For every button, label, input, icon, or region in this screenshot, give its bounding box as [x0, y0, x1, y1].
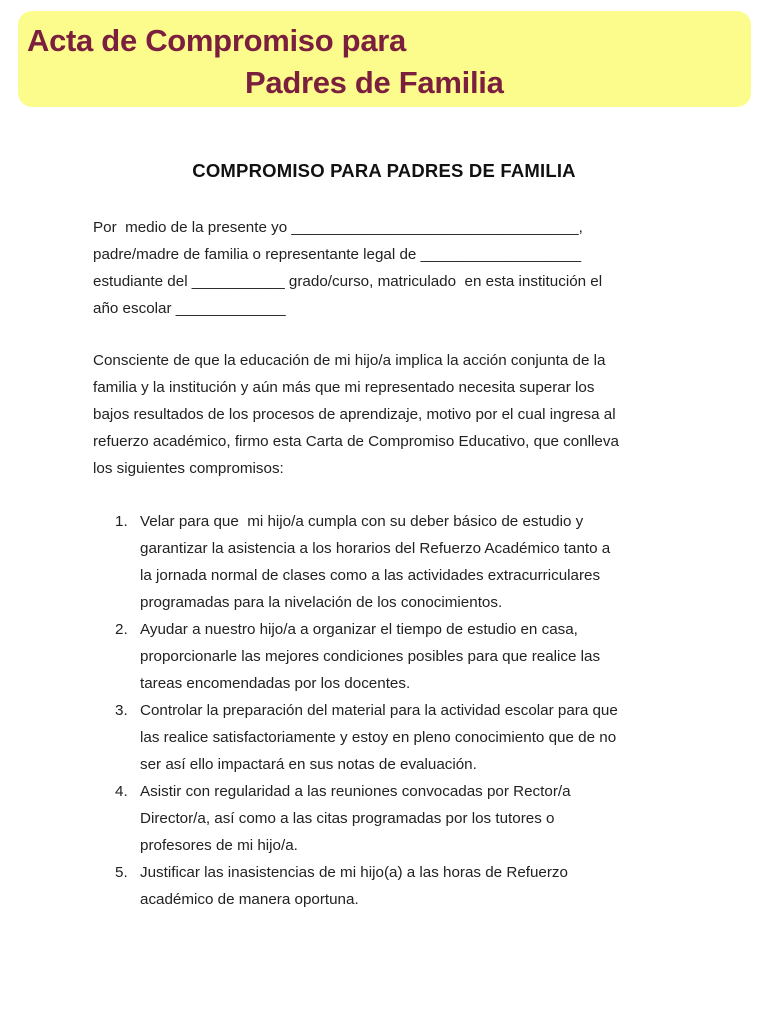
commitment-line: académico de manera oportuna.	[140, 891, 359, 908]
commitment-item	[93, 697, 693, 778]
commitment-line: las realice satisfactoriamente y estoy en pleno conocimiento que de no	[140, 729, 617, 746]
body-line: familia y la institución y aún más que mi representado necesita superar los	[93, 379, 595, 396]
banner-title-line-2: Padres de Familia	[245, 65, 504, 100]
body-line: refuerzo académico, firmo esta Carta de Compromiso Educativo, que conlleva	[93, 433, 619, 450]
commitment-line: Justificar las inasistencias de mi hijo(a) a las horas de Refuerzo	[140, 864, 568, 881]
intro-line: año escolar _____________	[93, 300, 286, 317]
commitment-line: la jornada normal de clases como a las actividades extracurriculares	[140, 567, 601, 584]
commitment-number: 5.	[115, 864, 128, 881]
commitment-line: Ayudar a nuestro hijo/a a organizar el tiempo de estudio en casa,	[140, 621, 578, 638]
commitment-line: Velar para que mi hijo/a cumpla con su deber básico de estudio y	[140, 513, 584, 530]
commitment-line: proporcionarle las mejores condiciones posibles para que realice las	[140, 648, 601, 665]
intro-line: Por medio de la presente yo __________________________________,	[93, 219, 583, 236]
commitment-number: 1.	[115, 513, 128, 530]
commitment-line: Asistir con regularidad a las reuniones convocadas por Rector/a	[140, 783, 571, 800]
commitment-line: tareas encomendadas por los docentes.	[140, 675, 411, 692]
body-paragraph	[93, 347, 693, 482]
commitment-number: 4.	[115, 783, 128, 800]
body-line: Consciente de que la educación de mi hijo/a implica la acción conjunta de la	[93, 352, 606, 369]
commitment-number: 2.	[115, 621, 128, 638]
intro-line: estudiante del ___________ grado/curso, matriculado en esta institución el	[93, 273, 603, 290]
commitments-list	[93, 508, 693, 913]
commitment-line: Controlar la preparación del material para la actividad escolar para que	[140, 702, 618, 719]
body-line: los siguientes compromisos:	[93, 460, 284, 477]
commitment-item	[93, 508, 693, 616]
intro-paragraph	[93, 214, 693, 322]
commitment-item	[93, 778, 693, 859]
commitment-line: garantizar la asistencia a los horarios del Refuerzo Académico tanto a	[140, 540, 611, 557]
body-line: bajos resultados de los procesos de aprendizaje, motivo por el cual ingresa al	[93, 406, 616, 423]
title-banner	[18, 11, 751, 107]
commitment-number: 3.	[115, 702, 128, 719]
intro-line: padre/madre de familia o representante legal de ___________________	[93, 246, 582, 263]
commitment-item	[93, 616, 693, 697]
commitment-line: ser así ello impactará en sus notas de evaluación.	[140, 756, 477, 773]
banner-title-line-1: Acta de Compromiso para	[27, 23, 406, 58]
commitment-line: profesores de mi hijo/a.	[140, 837, 298, 854]
commitment-line: Director/a, así como a las citas programadas por los tutores o	[140, 810, 555, 827]
commitment-item	[93, 859, 693, 913]
document-heading: COMPROMISO PARA PADRES DE FAMILIA	[192, 160, 576, 181]
commitment-line: programadas para la nivelación de los conocimientos.	[140, 594, 503, 611]
